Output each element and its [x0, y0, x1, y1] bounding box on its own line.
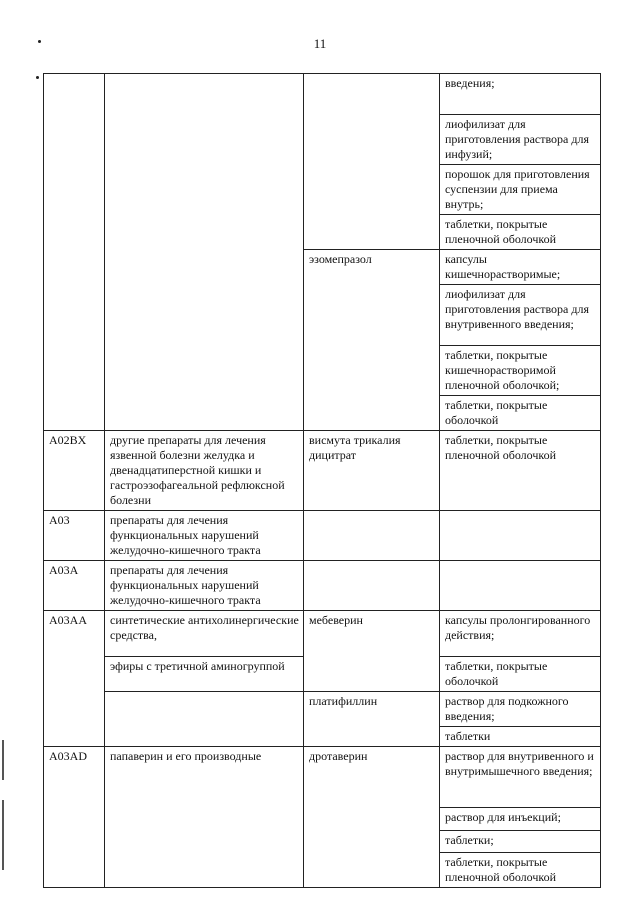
form-cell: раствор для внутривенного и внутримышечного введения;: [440, 747, 601, 808]
form-cell: [440, 561, 601, 611]
group-cell: папаверин и его производные: [105, 747, 304, 888]
form-cell: лиофилизат для приготовления раствора для внутривенного введения;: [440, 285, 601, 346]
group-cell: препараты для лечения функциональных нарушений желудочно-кишечного тракта: [105, 561, 304, 611]
form-cell: таблетки, покрытые оболочкой: [440, 396, 601, 431]
substance-cell: платифиллин: [304, 692, 440, 747]
substance-cell: [304, 561, 440, 611]
form-cell: раствор для подкожного введения;: [440, 692, 601, 727]
substance-cell: [304, 74, 440, 250]
form-cell: капсулы кишечнорастворимые;: [440, 250, 601, 285]
code-cell: A03A: [44, 561, 105, 611]
page-number: 11: [313, 36, 327, 51]
medicines-table: [43, 73, 601, 888]
scan-edge-mark: [2, 740, 4, 780]
table-row: [44, 611, 601, 657]
code-cell: A03AA: [44, 611, 105, 747]
form-cell: лиофилизат для приготовления раствора для инфузий;: [440, 115, 601, 165]
substance-cell: эзомепразол: [304, 250, 440, 431]
table-row: [44, 561, 601, 611]
form-cell: таблетки: [440, 727, 601, 747]
form-cell: таблетки, покрытые пленочной оболочкой: [440, 215, 601, 250]
table-row: [44, 511, 601, 561]
form-cell: капсулы пролонгированного действия;: [440, 611, 601, 657]
code-cell: A03: [44, 511, 105, 561]
code-cell: A02BX: [44, 431, 105, 511]
form-cell: таблетки, покрытые пленочной оболочкой: [440, 431, 601, 511]
substance-cell: дротаверин: [304, 747, 440, 888]
form-cell: таблетки;: [440, 831, 601, 853]
group-cell: эфиры с третичной аминогруппой: [105, 657, 304, 692]
code-cell: [44, 74, 105, 431]
scan-edge-mark: [2, 800, 4, 870]
group-cell: синтетические антихолинергические средства,: [105, 611, 304, 657]
table-row: [44, 431, 601, 511]
table-row: [44, 747, 601, 808]
group-cell: другие препараты для лечения язвенной болезни желудка и двенадцатиперстной кишки и гастроэзофагеальной рефлюксной болезни: [105, 431, 304, 511]
form-cell: раствор для инъекций;: [440, 808, 601, 831]
scan-mark-dot: [36, 76, 39, 79]
form-cell: таблетки, покрытые оболочкой: [440, 657, 601, 692]
form-cell: введения;: [440, 74, 601, 115]
substance-cell: мебеверин: [304, 611, 440, 692]
substance-cell: [304, 511, 440, 561]
group-cell: препараты для лечения функциональных нарушений желудочно-кишечного тракта: [105, 511, 304, 561]
group-cell: [105, 74, 304, 431]
form-cell: таблетки, покрытые пленочной оболочкой: [440, 853, 601, 888]
form-cell: [440, 511, 601, 561]
table-row: [44, 74, 601, 115]
form-cell: порошок для приготовления суспензии для приема внутрь;: [440, 165, 601, 215]
group-cell: [105, 692, 304, 747]
table-row: [44, 692, 601, 727]
substance-cell: висмута трикалия дицитрат: [304, 431, 440, 511]
scan-mark-dot: [38, 40, 41, 43]
code-cell: A03AD: [44, 747, 105, 888]
form-cell: таблетки, покрытые кишечнорастворимой пленочной оболочкой;: [440, 346, 601, 396]
